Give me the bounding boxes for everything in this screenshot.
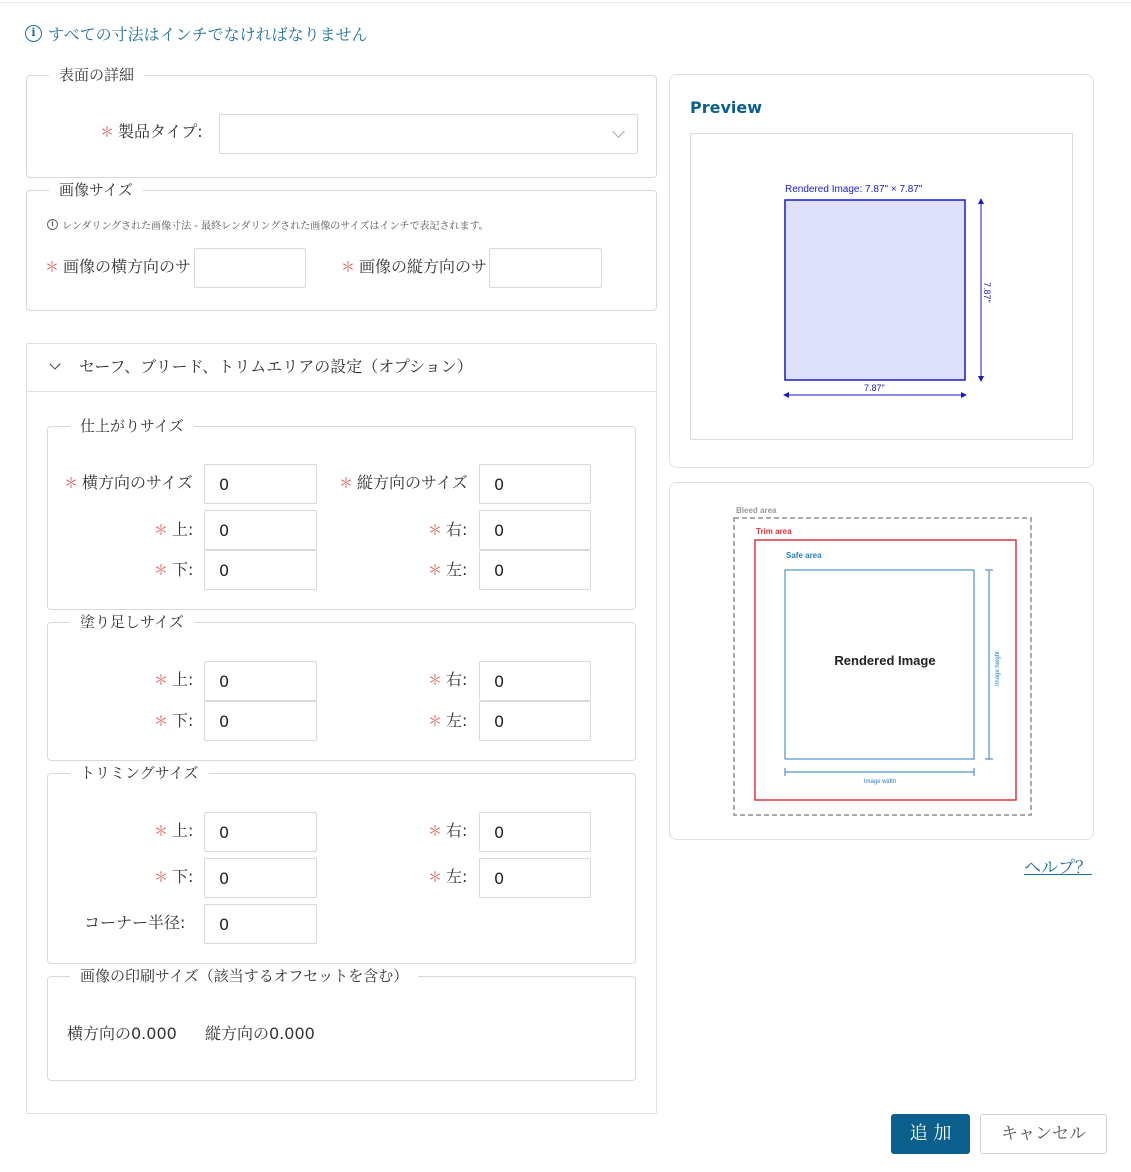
trim-top-input[interactable]: 0 [204,812,317,852]
image-width-input[interactable] [194,248,306,288]
finished-width-input[interactable]: 0 [204,464,317,504]
width-dimension-text: 7.87" [864,383,885,393]
finished-right-input[interactable]: 0 [479,510,591,550]
trim-bottom-label: ＊ 下: [154,867,194,886]
bleed-top-label: ＊ 上: [154,670,194,689]
bleed-left-label: ＊ 左: [428,711,468,730]
finished-bottom-label: ＊ 下: [154,560,194,579]
safe-area-label: Safe area [786,551,822,560]
add-button[interactable]: 追 加 [891,1114,970,1154]
finished-top-input[interactable]: 0 [204,510,317,550]
trim-left-input[interactable]: 0 [479,858,591,898]
area-diagram-svg [670,483,1095,841]
print-size-legend: 画像の印刷サイズ（該当するオフセットを含む） [70,966,418,986]
units-note [25,22,368,45]
product-type-label: ＊ 製品タイプ: [100,122,203,141]
bleed-bottom-input[interactable]: 0 [204,701,317,741]
finished-size-legend: 仕上がりサイズ [70,416,194,436]
trim-right-label: ＊ 右: [428,821,468,840]
print-width-text: 横方向の0.000 [67,1024,177,1043]
trim-size-legend: トリミングサイズ [70,763,209,783]
bleed-bottom-label: ＊ 下: [154,711,194,730]
rendered-image-rect [785,200,965,380]
bleed-right-input[interactable]: 0 [479,661,591,701]
preview-title: Preview [690,98,763,117]
preview-svg [691,134,1074,441]
area-diagram-card [669,482,1094,840]
info-icon: i [25,25,42,42]
image-width-label: Image width [863,779,897,785]
image-size-note: i レンダリングされた画像寸法 - 最終レンダリングされた画像のサイズはインチで表記されます。 [47,217,489,232]
height-dimension-text: 7.87" [982,282,992,303]
corner-radius-input[interactable]: 0 [204,904,317,944]
units-note-text: すべての寸法はインチでなければなりません [48,25,368,44]
rendered-image-center-label: Rendered Image [834,653,936,668]
trim-right-input[interactable]: 0 [479,812,591,852]
image-width-label: ＊ 画像の横方向のサ [45,257,192,276]
image-height-label: Image height [995,651,1001,686]
help-link[interactable]: ヘルプ？ [1024,858,1092,878]
chevron-down-icon [612,125,625,138]
top-divider [0,2,1131,3]
preview-card [669,74,1094,468]
chevron-down-icon [49,358,60,369]
finished-left-label: ＊ 左: [428,560,468,579]
trim-top-label: ＊ 上: [154,821,194,840]
finished-height-label: ＊ 縦方向のサイズ [339,473,468,492]
bleed-right-label: ＊ 右: [428,670,468,689]
finished-width-label: ＊ 横方向のサイズ [64,473,193,492]
optional-settings-title: セーフ、ブリード、トリムエリアの設定（オプション） [79,357,473,376]
optional-settings-header[interactable] [27,344,656,392]
trim-bottom-input[interactable]: 0 [204,858,317,898]
surface-details-legend: 表面の詳細 [49,65,144,85]
trim-area-label: Trim area [756,527,792,536]
corner-radius-label: コーナー半径: [84,913,186,932]
bleed-top-input[interactable]: 0 [204,661,317,701]
rendered-image-label: Rendered Image: 7.87" × 7.87" [785,184,923,195]
cancel-button[interactable]: キャンセル [980,1114,1107,1154]
trim-left-label: ＊ 左: [428,867,468,886]
finished-top-label: ＊ 上: [154,520,194,539]
preview-canvas [690,133,1073,440]
image-height-label: ＊ 画像の縦方向のサ [341,257,488,276]
info-icon: i [47,219,58,230]
bleed-left-input[interactable]: 0 [479,701,591,741]
finished-bottom-input[interactable]: 0 [204,550,317,590]
image-height-input[interactable] [489,248,602,288]
finished-height-input[interactable]: 0 [479,464,591,504]
bleed-size-legend: 塗り足しサイズ [70,612,194,632]
required-asterisk: ＊ [100,125,114,141]
product-type-select[interactable] [219,114,638,154]
finished-right-label: ＊ 右: [428,520,468,539]
surface-details-section [26,66,657,178]
image-size-section [26,181,657,311]
print-height-text: 縦方向の0.000 [205,1024,315,1043]
finished-left-input[interactable]: 0 [479,550,591,590]
image-size-legend: 画像サイズ [49,180,143,200]
bleed-area-label: Bleed area [736,506,777,515]
trim-area-rect [755,540,1016,800]
